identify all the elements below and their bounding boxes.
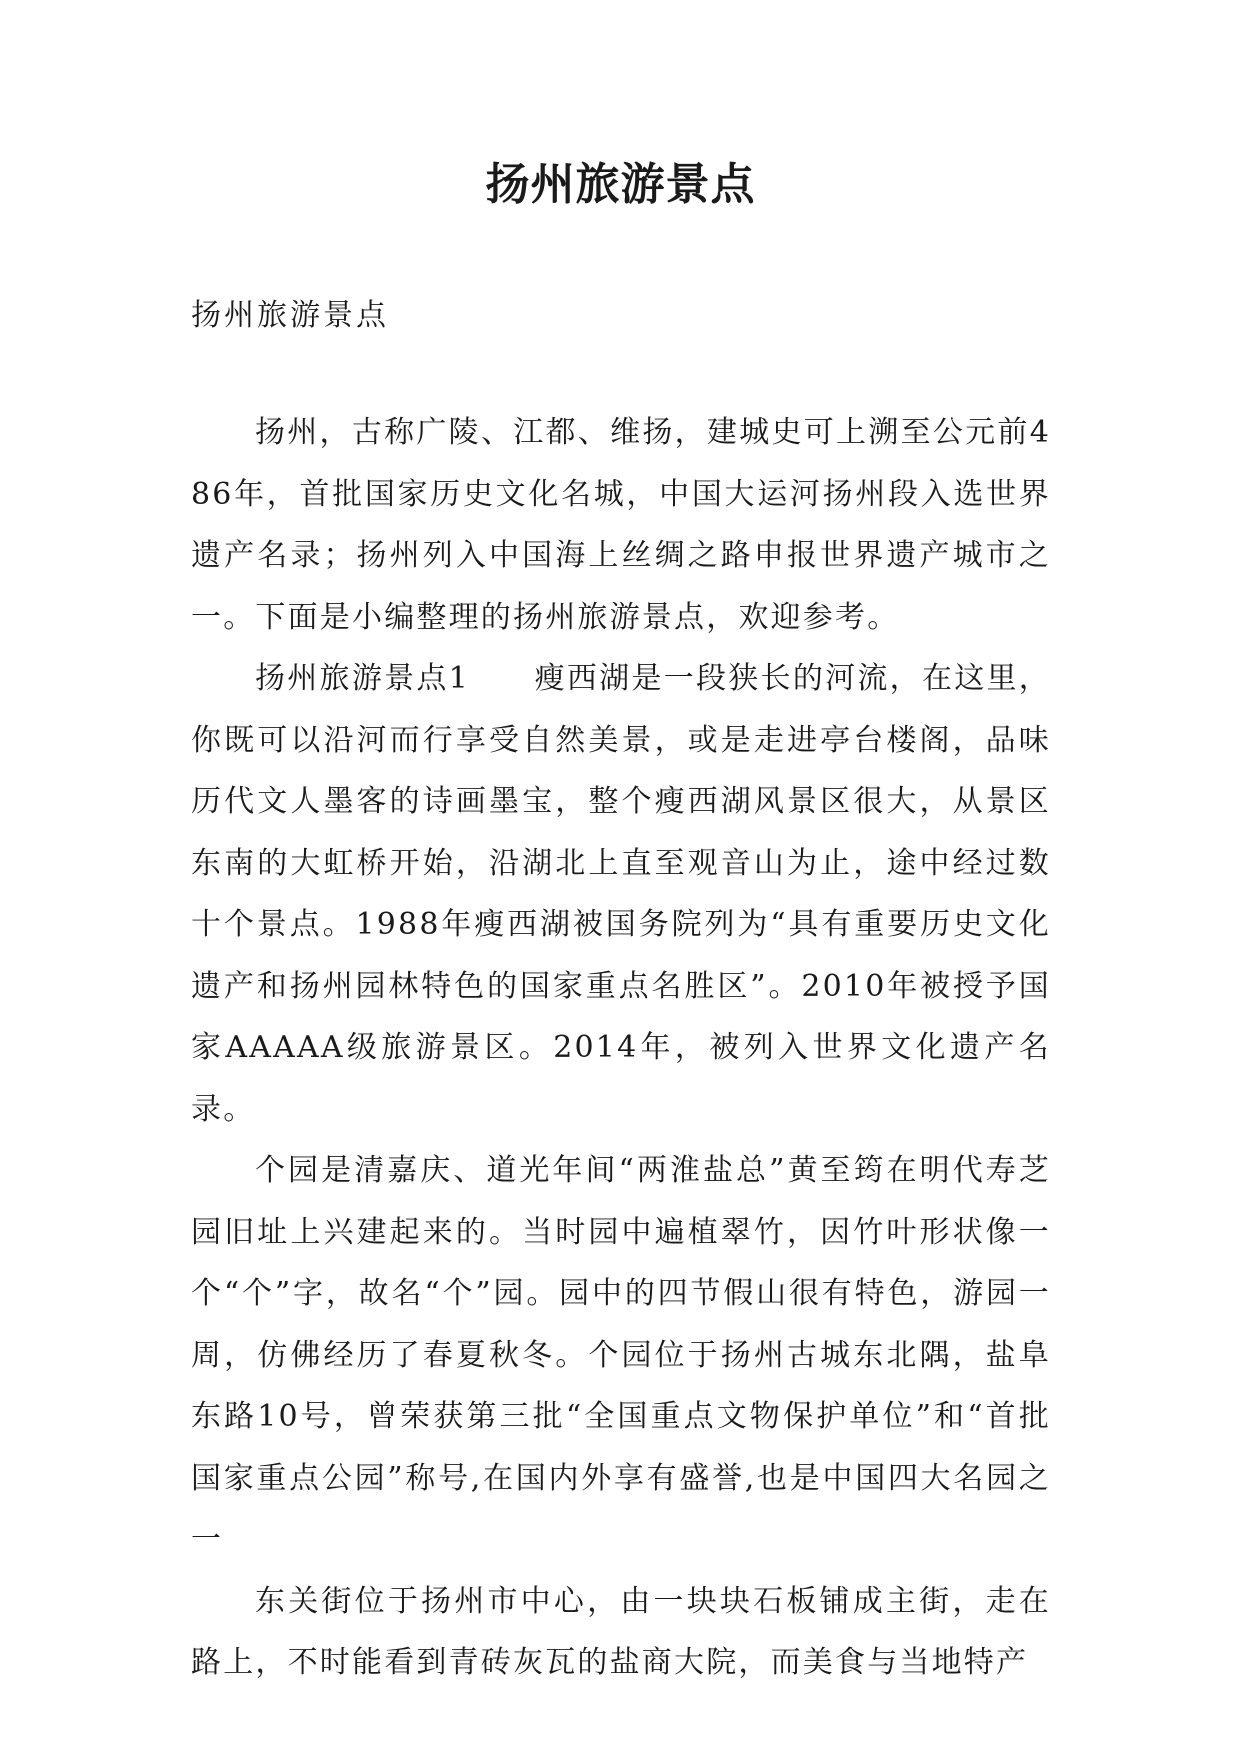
document-body bbox=[191, 402, 1051, 1694]
paragraph-dongguan-street: 东关街位于扬州市中心，由一块块石板铺成主街，走在路上，不时能看到青砖灰瓦的盐商大院，而美食与当地特产 bbox=[191, 1583, 1051, 1680]
document-subtitle: 扬州旅游景点 bbox=[191, 298, 389, 333]
paragraph-ge-garden: 个园是清嘉庆、道光年间“两淮盐总”黄至筠在明代寿芝园旧址上兴建起来的。当时园中遍植翠竹，因竹叶形状像一个“个”字，故名“个”园。园中的四节假山很有特色，游园一周，仿佛经历了春夏秋冬。个园位于扬州古城东北隅，盐阜东路10号，曾荣获第三批“全国重点文物保护单位”和“首批国家重点公园”称号,在国内外享有盛誉,也是中国四大名园之一 bbox=[191, 1153, 1051, 1557]
document-title: 扬州旅游景点 bbox=[485, 159, 756, 210]
paragraph-slender-west-lake: 扬州旅游景点1 瘦西湖是一段狭长的河流，在这里，你既可以沿河而行享受自然美景，或是走进亭台楼阁，品味历代文人墨客的诗画墨宝，整个瘦西湖风景区很大，从景区东南的大虹桥开始，沿湖北上直至观音山为止，途中经过数十个景点。1988年瘦西湖被国务院列为“具有重要历史文化遗产和扬州园林特色的国家重点名胜区”。2010年被授予国家AAAAA级旅游景区。2014年，被列入世界文化遗产名录。 bbox=[191, 661, 1051, 1127]
paragraph-intro: 扬州，古称广陵、江都、维扬，建城史可上溯至公元前486年，首批国家历史文化名城，中国大运河扬州段入选世界遗产名录；扬州列入中国海上丝绸之路申报世界遗产城市之一。下面是小编整理的扬州旅游景点，欢迎参考。 bbox=[191, 415, 1051, 635]
